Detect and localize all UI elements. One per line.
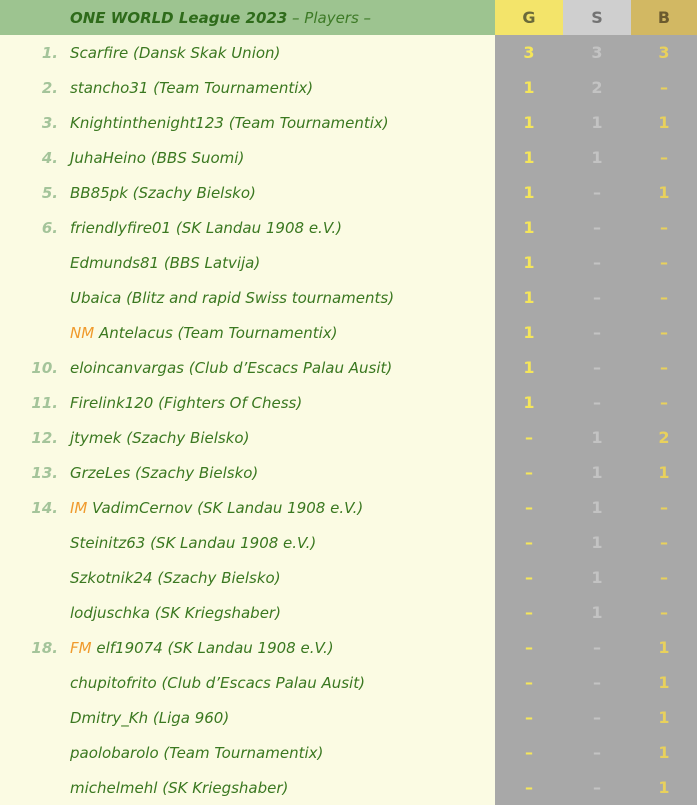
rank-cell [0, 595, 70, 630]
player-cell [70, 630, 495, 665]
table-row [0, 70, 697, 105]
rank-cell [0, 525, 70, 560]
rank-cell: 4. [41, 148, 58, 167]
bronze-count: – [631, 280, 697, 315]
player-cell [70, 560, 495, 595]
rank-cell: 1. [41, 43, 58, 62]
player-cell [70, 175, 495, 210]
player-cell [70, 350, 495, 385]
silver-count: 2 [563, 70, 631, 105]
player-name-link[interactable]: VadimCernov (SK Landau 1908 e.V.) [92, 498, 364, 517]
bronze-count: 1 [631, 700, 697, 735]
player-cell [70, 420, 495, 455]
player-cell [70, 140, 495, 175]
gold-count: – [495, 630, 563, 665]
player-name-link[interactable]: JuhaHeino (BBS Suomi) [70, 148, 245, 167]
player-cell [70, 35, 495, 70]
player-cell [70, 105, 495, 140]
player-name-link[interactable]: Scarfire (Dansk Skak Union) [70, 43, 281, 62]
player-name-link[interactable]: Dmitry_Kh (Liga 960) [70, 708, 230, 727]
bronze-column-header[interactable]: B [631, 0, 697, 35]
league-subtitle: – Players – [287, 8, 372, 27]
table-row [0, 35, 697, 70]
silver-count: 1 [563, 140, 631, 175]
rank-cell [0, 245, 70, 280]
rank-cell [0, 700, 70, 735]
bronze-count: – [631, 525, 697, 560]
table-row [0, 630, 697, 665]
gold-count: – [495, 490, 563, 525]
bronze-count: 1 [631, 455, 697, 490]
player-name-link[interactable]: eloincanvargas (Club d’Escacs Palau Ausit) [70, 358, 393, 377]
gold-count: – [495, 560, 563, 595]
rank-cell: 13. [31, 463, 58, 482]
silver-count: – [563, 770, 631, 805]
gold-count: 3 [495, 35, 563, 70]
player-cell [70, 315, 495, 350]
silver-count: – [563, 630, 631, 665]
gold-count: 1 [495, 175, 563, 210]
silver-count: 1 [563, 105, 631, 140]
table-row [0, 490, 697, 525]
table-row [0, 280, 697, 315]
gold-count: 1 [495, 350, 563, 385]
table-row [0, 560, 697, 595]
table-row [0, 455, 697, 490]
rank-cell: 6. [41, 218, 58, 237]
gold-count: 1 [495, 385, 563, 420]
bronze-count: – [631, 70, 697, 105]
gold-count: – [495, 595, 563, 630]
player-title-badge: IM [70, 498, 88, 517]
bronze-count: – [631, 595, 697, 630]
table-row [0, 525, 697, 560]
rank-cell: 2. [41, 78, 58, 97]
table-title [0, 0, 495, 35]
player-title-badge: FM [70, 638, 92, 657]
bronze-count: – [631, 140, 697, 175]
player-cell [70, 700, 495, 735]
gold-count: 1 [495, 140, 563, 175]
gold-count: 1 [495, 280, 563, 315]
gold-count: 1 [495, 105, 563, 140]
player-name-link[interactable]: jtymek (Szachy Bielsko) [70, 428, 250, 447]
gold-count: 1 [495, 70, 563, 105]
silver-count: – [563, 665, 631, 700]
bronze-count: – [631, 210, 697, 245]
gold-count: – [495, 700, 563, 735]
player-cell [70, 665, 495, 700]
player-name-link[interactable]: Steinitz63 (SK Landau 1908 e.V.) [70, 533, 317, 552]
bronze-count: 1 [631, 175, 697, 210]
player-title-badge: NM [70, 323, 95, 342]
header-row [0, 0, 697, 35]
bronze-count: – [631, 245, 697, 280]
player-cell [70, 525, 495, 560]
silver-count: – [563, 175, 631, 210]
player-cell [70, 385, 495, 420]
table-row [0, 140, 697, 175]
player-name-link[interactable]: BB85pk (Szachy Bielsko) [70, 183, 256, 202]
silver-count: 1 [563, 490, 631, 525]
gold-count: – [495, 455, 563, 490]
gold-count: 1 [495, 210, 563, 245]
silver-column-header[interactable]: S [563, 0, 631, 35]
player-cell [70, 210, 495, 245]
silver-count: 3 [563, 35, 631, 70]
silver-count: 1 [563, 525, 631, 560]
bronze-count: – [631, 560, 697, 595]
gold-column-header[interactable]: G [495, 0, 563, 35]
player-name-link[interactable]: Antelacus (Team Tournamentix) [98, 323, 338, 342]
player-name-link[interactable]: michelmehl (SK Kriegshaber) [70, 778, 289, 797]
silver-count: – [563, 315, 631, 350]
bronze-count: – [631, 315, 697, 350]
silver-count: – [563, 385, 631, 420]
table-row [0, 350, 697, 385]
bronze-count: – [631, 490, 697, 525]
silver-count: 1 [563, 455, 631, 490]
league-title: ONE WORLD League 2023 [70, 8, 288, 27]
player-name-link[interactable]: stancho31 (Team Tournamentix) [70, 78, 314, 97]
table-row [0, 315, 697, 350]
table-row [0, 665, 697, 700]
table-row [0, 105, 697, 140]
player-cell [70, 280, 495, 315]
bronze-count: 1 [631, 105, 697, 140]
silver-count: – [563, 210, 631, 245]
player-name-link[interactable]: Firelink120 (Fighters Of Chess) [70, 393, 303, 412]
player-name-link[interactable]: elf19074 (SK Landau 1908 e.V.) [96, 638, 334, 657]
silver-count: – [563, 700, 631, 735]
rank-cell: 3. [41, 113, 58, 132]
silver-count: 1 [563, 595, 631, 630]
silver-count: – [563, 350, 631, 385]
rank-cell [0, 560, 70, 595]
table-row [0, 175, 697, 210]
table-row [0, 595, 697, 630]
player-cell [70, 595, 495, 630]
table-row [0, 700, 697, 735]
player-name-link[interactable]: paolobarolo (Team Tournamentix) [70, 743, 324, 762]
rank-cell: 11. [31, 393, 58, 412]
table-row [0, 210, 697, 245]
rank-cell: 12. [31, 428, 58, 447]
player-name-link[interactable]: Szkotnik24 (Szachy Bielsko) [70, 568, 281, 587]
bronze-count: 1 [631, 770, 697, 805]
table-row [0, 420, 697, 455]
player-name-link[interactable]: lodjuschka (SK Kriegshaber) [70, 603, 281, 622]
gold-count: 1 [495, 315, 563, 350]
player-cell [70, 455, 495, 490]
rank-cell [0, 280, 70, 315]
player-name-link[interactable]: Edmunds81 (BBS Latvija) [70, 253, 261, 272]
bronze-count: 3 [631, 35, 697, 70]
silver-count: – [563, 735, 631, 770]
bronze-count: 1 [631, 630, 697, 665]
bronze-count: 1 [631, 735, 697, 770]
rank-cell [0, 735, 70, 770]
player-cell [70, 490, 495, 525]
gold-count: – [495, 665, 563, 700]
silver-count: – [563, 280, 631, 315]
rank-cell: 10. [31, 358, 58, 377]
rank-cell: 18. [31, 638, 58, 657]
bronze-count: – [631, 350, 697, 385]
gold-count: – [495, 770, 563, 805]
player-cell [70, 245, 495, 280]
bronze-count: 2 [631, 420, 697, 455]
gold-count: – [495, 420, 563, 455]
table-row [0, 385, 697, 420]
gold-count: – [495, 735, 563, 770]
player-name-link[interactable]: friendlyfire01 (SK Landau 1908 e.V.) [70, 218, 342, 237]
gold-count: 1 [495, 245, 563, 280]
bronze-count: – [631, 385, 697, 420]
player-name-link[interactable]: chupitofrito (Club d’Escacs Palau Ausit) [70, 673, 365, 692]
rank-cell [0, 665, 70, 700]
player-cell [70, 70, 495, 105]
player-name-link[interactable]: Ubaica (Blitz and rapid Swiss tournaments) [70, 288, 395, 307]
table-row [0, 245, 697, 280]
rank-cell: 5. [41, 183, 58, 202]
rank-cell [0, 315, 70, 350]
rank-cell: 14. [31, 498, 58, 517]
silver-count: – [563, 245, 631, 280]
gold-count: – [495, 525, 563, 560]
player-name-link[interactable]: GrzeLes (Szachy Bielsko) [70, 463, 259, 482]
bronze-count: 1 [631, 665, 697, 700]
table-row [0, 735, 697, 770]
silver-count: 1 [563, 420, 631, 455]
silver-count: 1 [563, 560, 631, 595]
player-name-link[interactable]: Knightinthenight123 (Team Tournamentix) [70, 113, 389, 132]
player-cell [70, 735, 495, 770]
